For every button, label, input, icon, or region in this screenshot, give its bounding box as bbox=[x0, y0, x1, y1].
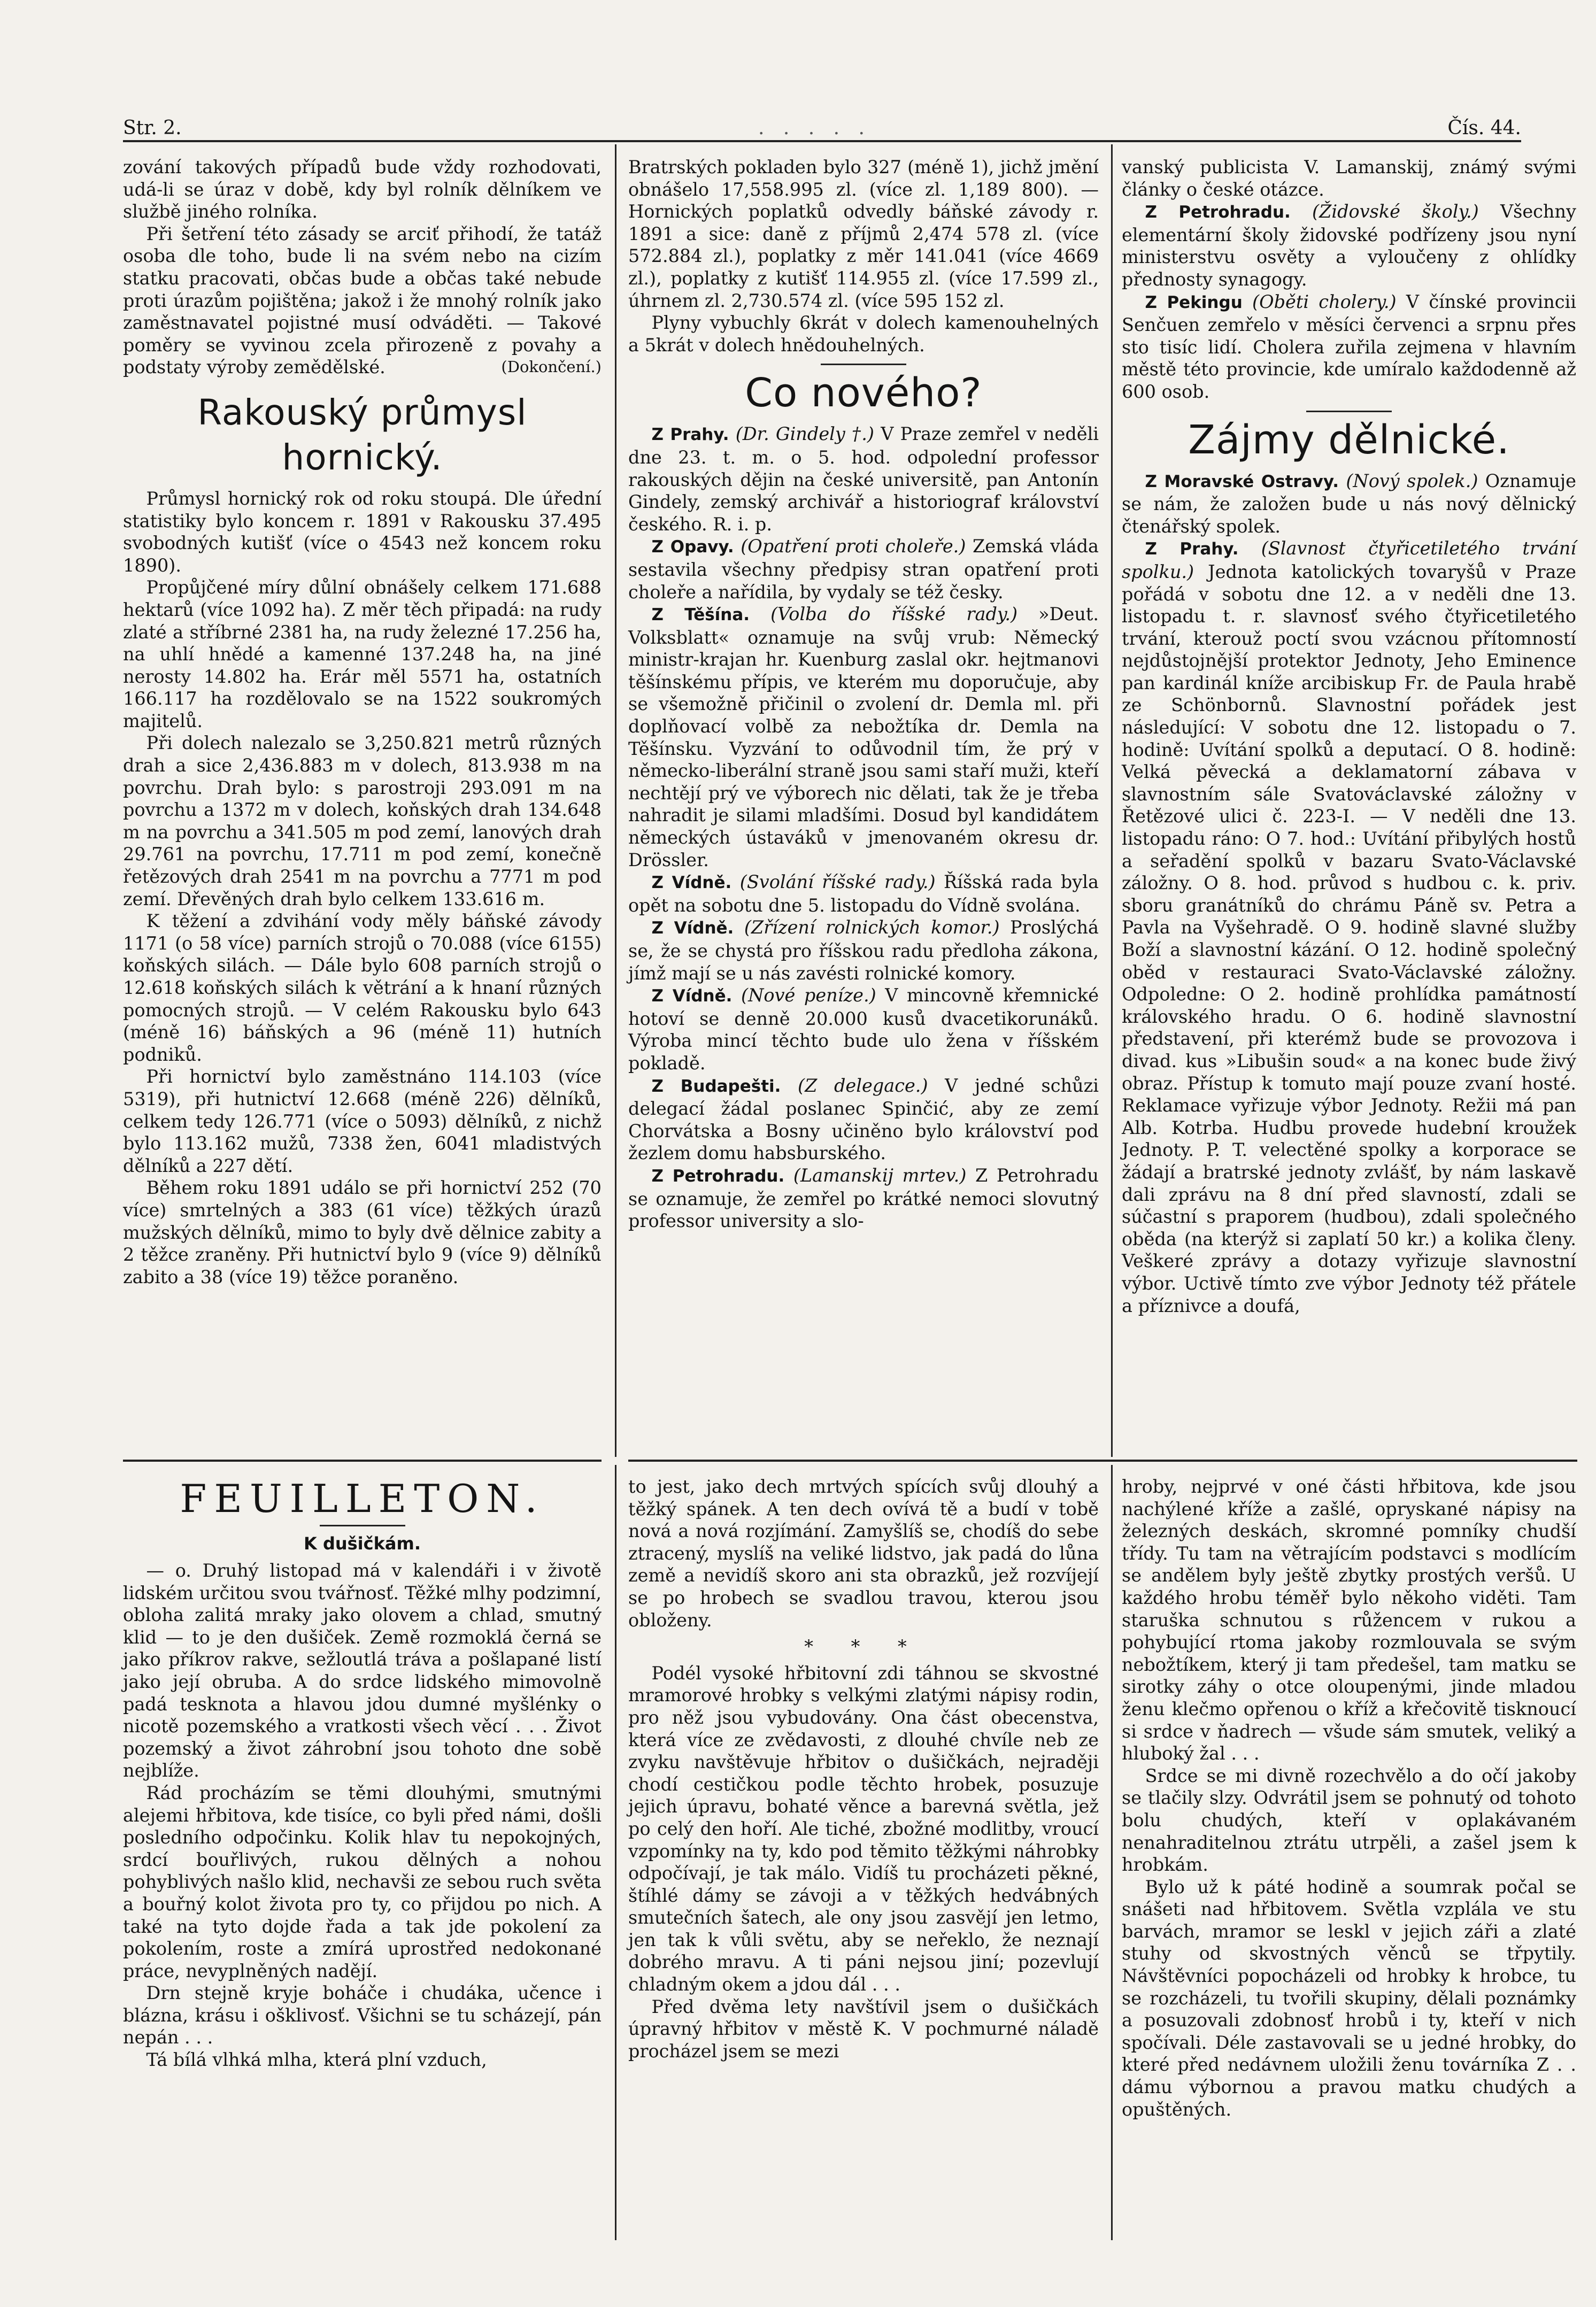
news-item: Z Prahy. (Dr. Gindely †.) V Praze zemřel v neděli dne 23. t. m. o 5. hod. odpolední professor rakouských dějin na české universitě, pan Antonín Gindely, zemský archivář a historiograf království českého. R. i. p. bbox=[628, 423, 1099, 535]
feuilleton-column-1 bbox=[123, 1470, 602, 2071]
feuilleton-paragraph: hroby, nejprvé v oné části hřbitova, kde jsou nachýlené kříže a zašlé, opryskané nápisy na železných deskách, skromné pomníky chudší třídy. Tu tam na větrajícím podstavci s modlícím se andělem byly ještě zbytky prostých veršů. U každého hrobu téměř bylo někoho viděti. Tam staruška schnutou s růžencem v rukou a pohybující rtoma jakoby rozmlouvala se svým nebožtíkem, který ji tam předešel, tam matku se sirotky záhy o otce oloupenými, jinde mladou ženu klečmo opřenou o kříž a křečovitě tisknoucí si srdce v ňadrech — všude sám smutek, veliký a hluboký žal . . . bbox=[1122, 1476, 1576, 1764]
mining-paragraph: Plyny vybuchly 6krát v dolech kamenouhelných a 5krát v dolech hnědouhelných. bbox=[628, 312, 1099, 356]
mining-paragraph: Propůjčené míry důlní obnášely celkem 171.688 hektarů (více 1092 ha). Z měr těch připadá: na rudy zlaté a stříbrné 2381 ha, na rudy železné 17.256 ha, na uhlí hnědé a kamenné 137.248 ha, na jiné nerosty 14.802 ha. Erár měl 5571 ha, ostatních 166.117 ha rozdělovalo se na 1522 soukromých majitelů. bbox=[123, 577, 602, 731]
mining-paragraph: Při hornictví bylo zaměstnáno 114.103 (více 5319), při hutnictví 12.668 (méně 226) dělníků, celkem tedy 126.771 (více o 5093) dělníků, z nichž bylo 113.162 mužů, 7338 žen, 6041 mladistvých dělníků a 227 dětí. bbox=[123, 1066, 602, 1176]
feuilleton-paragraph: Srdce se mi divně rozechvělo a do očí jakoby se tlačily slzy. Odvrátil jsem se pohnutý od tohoto bolu chudých, kteří v oplakávaném nenahraditelnou ztrátu utrpěli, a zašel jsem k hrobkám. bbox=[1122, 1765, 1576, 1876]
feuilleton-paragraph: Bylo už k páté hodině a soumrak počal se snášeti nad hřbitovem. Světla vzplála ve stu barvách, mramor se leskl v jejich záři a zlaté stuhy od skvostných věnců se třpytily. Návštěvníci popocházeli od hrobky k hrobce, tu se rozcházeli, tu tvořili skupiny, dělali poznámky a posuzovali zdobnosť hrobů i ty, kteří v nich spočívali. Déle zastavovali se u jedné hrobky, do které před nedávnem uložili ženu továrníka Z . . dámu výbornou a pravou matku chudých a opuštěných. bbox=[1122, 1876, 1576, 2120]
feuilleton-divider-1 bbox=[615, 1465, 616, 2240]
feuilleton-paragraph: Drn stejně kryje boháče i chudáka, učence i blázna, krásu i ošklivosť. Všichni se tu scházejí, pán nepán . . . bbox=[123, 1982, 602, 2048]
news-item: Z Vídně. (Zřízení rolnických komor.) Proslýchá se, že se chystá pro říšskou radu předloha zákona, jímž mají se u nás zavésti rolnické komory. bbox=[628, 917, 1099, 984]
feuilleton-paragraph: to jest, jako dech mrtvých spících svůj dlouhý a těžký spánek. A ten dech ovívá tě a budí v tobě nová a nová rozjímání. Zamyšlíš se, chodíš do sebe ztracený, myslíš na veliké lidstvo, jak padá do lůna země a nevidíš skoro ani sta obrazků, jež rozvíjejí se po hrobech se svadlou travou, kterou jsou obloženy. bbox=[628, 1476, 1099, 1631]
article-continuation: zování takových případů bude vždy rozhodovati, udá-li se úraz v době, kdy byl rolník dělníkem ve službě jiného rolníka. bbox=[123, 157, 602, 222]
article-sign: (Dokončení.) bbox=[501, 358, 602, 376]
feuilleton-rule-left bbox=[123, 1460, 602, 1462]
news-item: Z Opavy. (Opatření proti choleře.) Zemská vláda sestavila všechny předpisy stran opatření proti choleře a nařídila, by vydaly se též česky. bbox=[628, 536, 1099, 603]
short-divider bbox=[821, 364, 906, 365]
news-continuation: vanský publicista V. Lamanskij, známý svými články o české otázce. bbox=[1122, 157, 1576, 200]
feuilleton-column-3 bbox=[1122, 1476, 1576, 2120]
news-item: Z Petrohradu. (Lamanskij mrtev.) Z Petrohradu se oznamuje, že zemřel po krátké nemoci slovutný professor university a slo- bbox=[628, 1164, 1099, 1232]
column-2 bbox=[628, 156, 1099, 1232]
article-paragraph: Při šetření této zásady se arciť přihodí, že tatáž osoba dle toho, bude li na svém nebo na cizím statku pracovati, občas bude a občas také nebude proti úrazům pojištěna; jakož i že mnohý rolník jako zaměstnavatel pojistné musí odváděti. — Takové poměry se vyvinou zcela přirozeně z povahy a podstaty výroby zemědělské. (Dokončení.) bbox=[123, 223, 602, 378]
column-1 bbox=[123, 156, 602, 1288]
news-item: Z Budapešti. (Z delegace.) V jedné schůzi delegací žádal poslanec Spinčić, aby ze zemí Chorvátska a Bosny učiněno bylo království pod žezlem domu habsburského. bbox=[628, 1075, 1099, 1164]
header-dots: . . . . . bbox=[758, 117, 871, 139]
page-number: Str. 2. bbox=[123, 117, 182, 139]
news-item: Z Vídně. (Nové peníze.) V mincovně křemnické hotoví se denně 20.000 kusů dvacetikorunáků. Výroba mincí těchto bude ulo žena v říšském pokladě. bbox=[628, 985, 1099, 1074]
feuilleton-paragraph: Tá bílá vlhká mlha, která plní vzduch, bbox=[146, 2049, 487, 2071]
feuilleton-paragraph: Podél vysoké hřbitovní zdi táhnou se skvostné mramorové hrobky s velkými zlatými nápisy rodin, pro něž jsou vybudovány. Ona část obecenstva, která více ze zvědavosti, z dlouhé chvíle neb ze zvyku navštěvuje hřbitov o dušičkách, nejraději chodí cestičkou podle těchto hrobek, posuzuje jejich úpravu, bohaté věnce a barevná světla, jež po celý den hoří. Ale tiché, zbožné modlitby, vroucí vzpomínky na ty, kdo pod těmito těžkými náhrobky odpočívají, je tak málo. Vidíš tu procházeti pěkné, štíhlé dámy se závoji a v těžkých hedvábných smutečních šatech, ale ony jsou zasvějí jen letmo, jen tak k vůli světu, aby se neřeklo, že neznají dobrého mravu. A ti páni nejsou jiní; pozevlují chladným okem a jdou dál . . . bbox=[628, 1662, 1099, 1995]
mining-paragraph: Při dolech nalezalo se 3,250.821 metrů různých drah a sice 2,436.883 m v dolech, 813.938 m na povrchu. Drah bylo: s parostroji 293.091 m na povrchu a 1372 m v dolech, koňských drah 134.648 m na povrchu a 341.505 m pod zemí, lanových drah 29.761 na povrchu, 17.711 m pod zemí, konečně řetězových drah 2541 m na povrchu a 7771 m pod zemí. Dřevěných drah bylo celkem 133.616 m. bbox=[123, 732, 602, 909]
feuilleton-column-2 bbox=[628, 1476, 1099, 2062]
column-divider-2 bbox=[1111, 144, 1113, 1457]
headline-mining: Rakouský průmysl hornický. bbox=[197, 391, 527, 478]
feuilleton-divider-2 bbox=[1111, 1465, 1113, 2240]
news-item: Z Petrohradu. (Židovské školy.) Všechny elementární školy židovské podřízeny jsou nyní ministerstvu osvěty a vyloučeny z ohlídky přednosty synagogy. bbox=[1122, 201, 1576, 290]
news-item: Z Těšína. (Volba do říšské rady.) »Deut. Volksblatt« oznamuje na svůj vrub: Německý ministr-krajan hr. Kuenburg zaslal okr. hejtmanovi těšínskému přípis, ve kterém mu doporučuje, aby se všemožně přičinil o zvolení dr. Demla ml. při doplňovací volbě za nebožtíka dr. Demla na Těšínsku. Vyzvání to odůvodnil tím, že prý v německo-liberální straně jsou sami staří muži, kteří nechtějí prý ve výborech nic dělati, tak že je třeba nahradit je silami mladšími. Dosud byl kandidátem německých ústaváků v jmenovaném okresu dr. Drössler. bbox=[628, 604, 1099, 870]
news-item: Z Vídně. (Svolání říšské rady.) Říšská rada byla opět na sobotu dne 5. listopadu do Vídně svolána. bbox=[628, 871, 1099, 916]
column-3 bbox=[1122, 156, 1576, 1317]
issue-number: Čís. 44. bbox=[1447, 117, 1521, 139]
header-rule bbox=[123, 140, 1521, 142]
headline-news: Co nového? bbox=[745, 370, 982, 416]
page-header bbox=[123, 110, 1521, 139]
column-divider-1 bbox=[615, 144, 616, 1457]
headline-labour: Zájmy dělnické. bbox=[1188, 416, 1510, 463]
feuilleton-rule-right bbox=[628, 1460, 1577, 1462]
labour-item: Z Moravské Ostravy. (Nový spolek.) Oznamuje se nám, že založen bude u nás nový dělnický čtenářský spolek. bbox=[1122, 470, 1576, 537]
short-divider bbox=[1306, 411, 1392, 412]
feuilleton-paragraph: — o. Druhý listopad má v kalendáři i v životě lidském určitou svou tvářnosť. Těžké mlhy podzimní, obloha zalitá mraky jako olovem a chlad, smutný klid — to je den dušiček. Země rozmoklá černá se jako příkrov rakve, sežloutlá tráva a pošlapané listí jako její obruba. A do srdce lidského mimovolně padá tesknota a hlavou jdou dumné myšlénky o nicotě pozemského a vratkosti všech věcí . . . Život pozemský a život záhrobní jsou tohoto dne sobě nejblíže. bbox=[123, 1560, 602, 1781]
mining-paragraph: Během roku 1891 událo se při hornictví 252 (70 více) smrtelných a 383 (61 více) těžkých úrazů mužských dělníků, mimo to byly dvě dělnice zabity a 2 těžce zraněny. Při hutnictví bylo 9 (více 9) dělníků zabito a 38 (více 19) těžce poraněno. bbox=[123, 1177, 602, 1287]
feuilleton-subtitle: K dušičkám. bbox=[304, 1533, 421, 1554]
feuilleton-title-rule bbox=[320, 1525, 405, 1526]
mining-paragraph: K těžení a zdvihání vody měly báňské závody 1171 (o 58 více) parních strojů o 70.088 (více 6155) koňských silách. — Dále bylo 608 parních strojů o 12.618 koňských silách k větrání a k hnaní různých pomocných strojů. — V celém Rakousku bylo 643 (méně 16) báňských a 96 (méně 11) hutních podniků. bbox=[123, 911, 602, 1065]
feuilleton-paragraph: Rád procházím se těmi dlouhými, smutnými alejemi hřbitova, kde tisíce, co byli před námi, došli posledního odpočinku. Kolik hlav tu nepokojných, srdcí bouřlivých, rukou dělných a nohou pohyblivých našlo klid, nechavši ze sebou ruch světa a bouřný kolot života pro ty, co přijdou po nich. A také na tyto dojde řada a tak jde pokolení za pokolením, roste a zmírá uprostřed nedokonané práce, nevyplněných nadějí. bbox=[123, 1782, 602, 1981]
mining-continuation: Bratrských pokladen bylo 327 (méně 1), jichž jmění obnášelo 17,558.995 zl. (více zl. 1,189 800). — Hornických poplatků odvedly báňské závody r. 1891 a sice: daně z příjmů 2,474 578 zl. (více 572.884 zl.), poplatky z měr 141.041 (více 4669 zl.), poplatky z kutišť 114.955 zl. (více 17.599 zl., úhrnem zl. 2,730.574 zl. (více 595 152 zl. bbox=[628, 157, 1099, 311]
feuilleton-title: FEUILLETON. bbox=[180, 1476, 545, 1521]
mining-paragraph: Průmysl hornický rok od roku stoupá. Dle úřední statistiky bylo koncem r. 1891 v Rakousku 37.495 svobodných kutišť (více o 4543 než koncem roku 1890). bbox=[123, 488, 602, 576]
feuilleton-paragraph: Před dvěma lety navštívil jsem o dušičkách úpravný hřbitov v městě K. V pochmurné náladě procházel jsem se mezi bbox=[628, 1996, 1099, 2062]
section-asterisks: * * * bbox=[804, 1636, 923, 1657]
news-item: Z Pekingu (Oběti cholery.) V čínské provincii Senčuen zemřelo v měsíci červenci a srpnu přes sto tisíc lidí. Cholera zuřila zejmena v hlavním městě této provincie, kde umíralo každodenně až 600 osob. bbox=[1122, 291, 1576, 402]
labour-item: Z Prahy. (Slavnost čtyřicetiletého trvání spolku.) Jednota katolických tovaryšů v Praze pořádá v sobotu dne 12. a v neděli dne 13. listopadu t. r. slavnosť svého čtyřicetiletého trvání, kterouž poctí svou vzácnou přítomností nejdůstojnější protektor Jednoty, Jeho Eminence pan kardinál kníže arcibiskup Fr. de Paula hrabě ze Schönbornů. Slavnostní pořádek jest následující: V sobotu dne 12. listopadu o 7. hodině: Uvítání spolků a deputací. O 8. hodině: Velká pěvecká a deklamatorní zábava v slavnostním sále Svatováclavské záložny v Řetězové ulici č. 223-I. — V neděli dne 13. listopadu ráno: O 7. hod.: Uvítání přibylých hostů a seřadění spolků v bazaru Svato-Václavské záložny. O 8. hod. průvod s hudbou c. k. priv. sboru granátníků do chrámu Páně sv. Petra a Pavla na Vyšehradě. O 9. hodině slavné služby Boží a slavnostní kázání. O 12. hodině společný oběd v restauraci Svato-Václavské záložny. Odpoledne: O 2. hodině prohlídka památností královského hradu. O 6. hodině slavnostní představení, při kterémž bude se provozova i divad. kus »Libušin soud« a na konec bude živý obraz. Přístup k tomuto mají pouze zvaní hosté. Reklamace vyřizuje výbor Jednoty. Režii má pan Alb. Kotrba. Hudbu provede hudební kroužek Jednoty. P. T. velectěné spolky a korporace se žádají a bratrské jednoty zvlášť, by nám laskavě dali zprávu na 8 dní před slavností, zdali se súčastní s praporem (hudbou), zdali společného oběda (na kterýž si zaplatí 50 kr.) a kolika členy. Veškeré zprávy a dotazy vyřizuje slavnostní výbor. Uctivě tímto zve výbor Jednoty též přátele a příznivce a doufá, bbox=[1122, 538, 1577, 1316]
